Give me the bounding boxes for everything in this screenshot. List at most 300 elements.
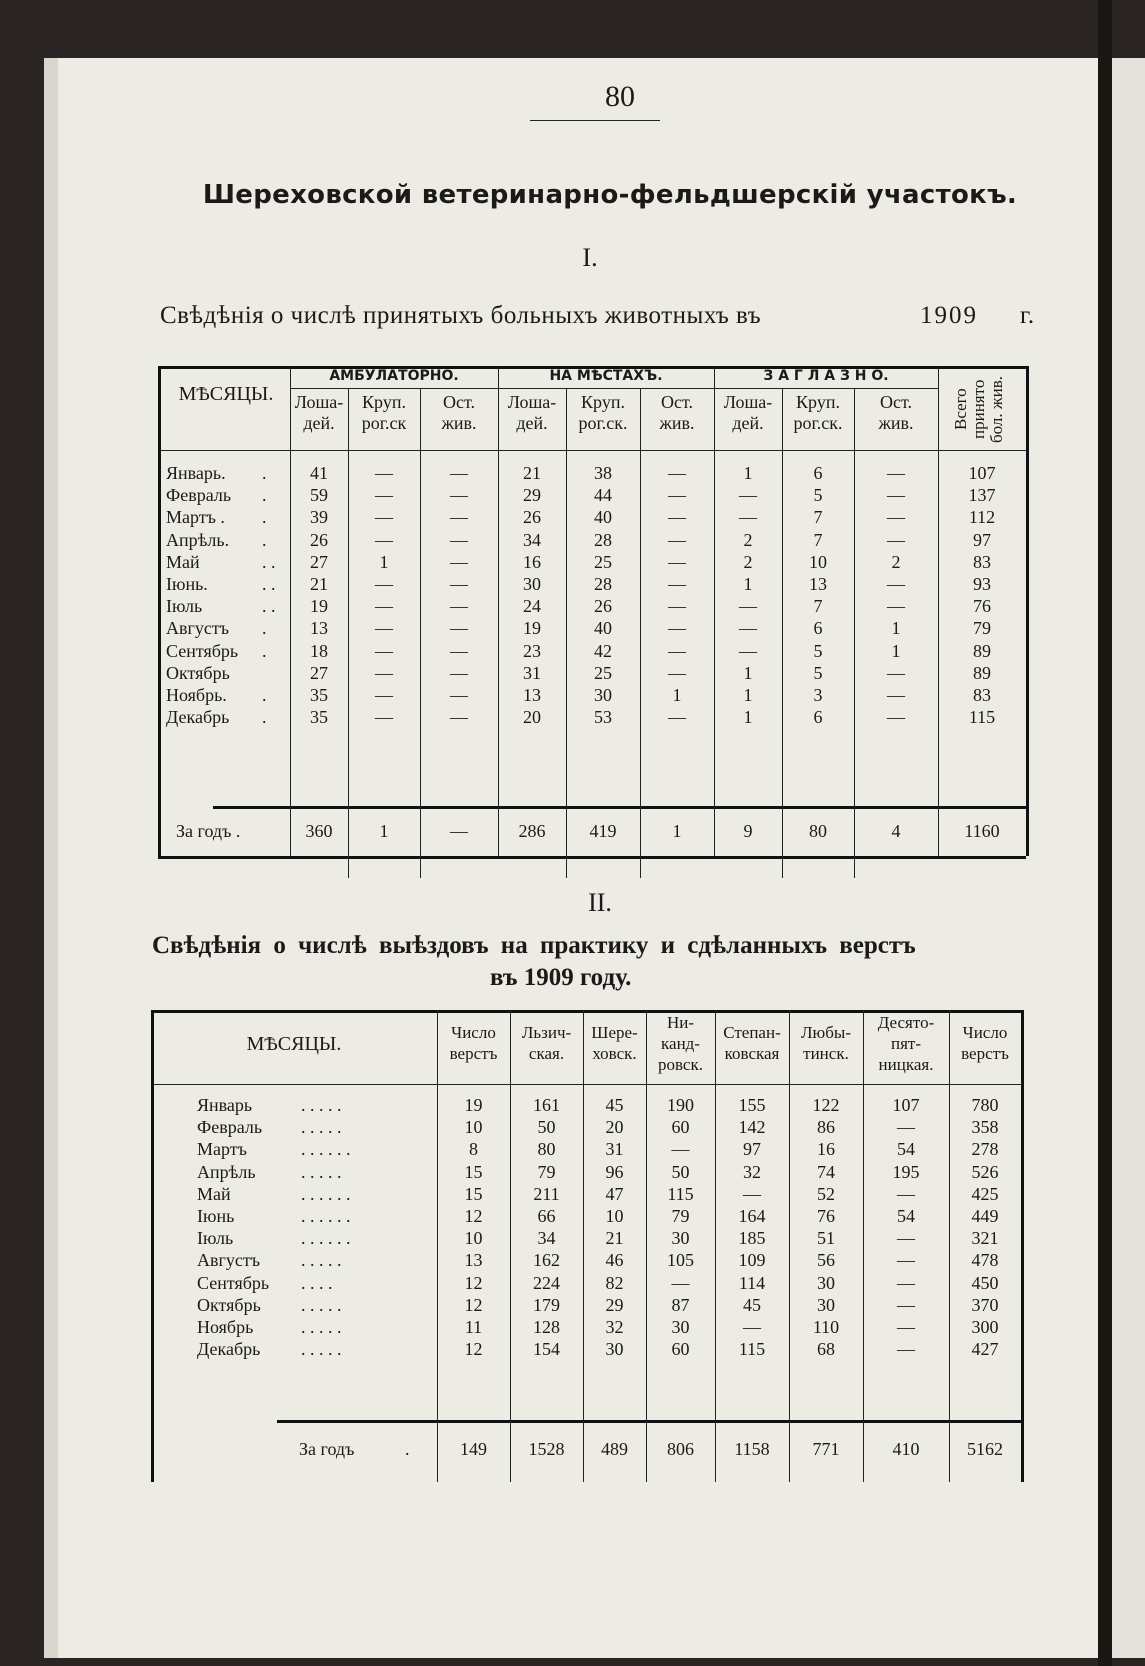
table-cell: 128 [533, 1317, 560, 1337]
total-cell: 9 [743, 821, 753, 841]
book-spine [1098, 0, 1112, 1666]
leader-dots: . . [262, 551, 276, 572]
table-cell: 45 [605, 1095, 624, 1115]
table-cell: 56 [817, 1250, 835, 1271]
table-rule [1021, 1010, 1024, 1482]
table-cell: — [671, 1272, 690, 1293]
month-label: Апрѣль [197, 1161, 256, 1182]
table-cell: — [897, 1183, 915, 1204]
leader-dots: . . [262, 596, 276, 617]
total-header: Всего принято бол. жив. [951, 375, 1006, 443]
table-cell: — [375, 463, 393, 483]
table-cell: 300 [971, 1317, 999, 1337]
table-cell: 20 [605, 1117, 624, 1138]
table-cell: 112 [968, 507, 996, 528]
table-cell: — [450, 640, 468, 661]
table-cell: 370 [971, 1294, 999, 1315]
table-cell: 39 [310, 507, 328, 528]
table-cell: — [450, 574, 468, 594]
column-header: Степан- ковская [723, 1023, 781, 1063]
column-header: Круп. рог.ск [361, 392, 407, 433]
table-cell: 5 [813, 662, 823, 683]
table-cell: 86 [817, 1117, 835, 1138]
total-cell: 360 [305, 821, 333, 841]
table-cell: 122 [812, 1095, 840, 1115]
table-cell: — [897, 1317, 915, 1337]
total-cell: 806 [667, 1439, 694, 1459]
table-rule [1026, 366, 1029, 856]
table-cell: 79 [671, 1206, 690, 1226]
table-cell: 50 [537, 1117, 556, 1138]
table-cell: — [668, 463, 686, 483]
table-cell: 12 [464, 1206, 483, 1226]
table-cell: 30 [671, 1317, 690, 1337]
table-cell: 137 [968, 485, 996, 506]
table-cell: — [375, 507, 393, 528]
table-cell: 52 [817, 1183, 835, 1204]
month-label: Февраль [166, 485, 232, 506]
month-header: МѢСЯЦЫ. [178, 383, 274, 405]
table-cell: 10 [809, 551, 827, 572]
table-cell: — [897, 1250, 915, 1271]
table-cell: 96 [605, 1161, 624, 1182]
table-cell: 450 [971, 1272, 999, 1293]
table-cell: 16 [817, 1139, 835, 1160]
table-cell: 74 [817, 1161, 835, 1182]
table-cell: — [375, 596, 393, 617]
month-label: Октябрь [166, 662, 230, 683]
table-cell: — [887, 529, 905, 550]
leader-dots: . . . . . [301, 1339, 342, 1360]
table-cell: 60 [671, 1339, 690, 1360]
table-cell: 12 [464, 1339, 483, 1360]
leader-dots: . [262, 463, 267, 483]
section-1-heading-text: Свѣдѣнія о числѣ принятыхъ больныхъ животныхъ въ [160, 302, 762, 329]
leader-dots: . . . . . . [301, 1206, 351, 1226]
table-cell: — [897, 1228, 915, 1249]
leader-dots: . . . . . [301, 1161, 342, 1182]
table-cell: 10 [605, 1206, 624, 1226]
table-cell: 5 [813, 485, 823, 506]
table-cell: 27 [310, 662, 328, 683]
table-cell: 7 [813, 507, 823, 528]
table-cell: 164 [738, 1206, 766, 1226]
table-cell: — [668, 529, 686, 550]
table-cell: 97 [973, 529, 991, 550]
table-cell: — [887, 463, 905, 483]
table-cell: — [375, 685, 393, 705]
table-cell: 30 [817, 1294, 835, 1315]
table-cell: — [450, 507, 468, 528]
table-cell: 68 [817, 1339, 835, 1360]
table-cell: — [375, 618, 393, 639]
table-cell: 425 [971, 1183, 999, 1204]
table-cell: 105 [667, 1250, 694, 1271]
next-page-edge [1112, 58, 1145, 1658]
table-cell: 7 [813, 529, 823, 550]
total-cell: 80 [809, 821, 827, 841]
column-header: Льзич- ская. [521, 1023, 572, 1063]
column-header: Круп. рог.ск. [578, 392, 628, 433]
table-cell: 66 [537, 1206, 556, 1226]
table-cell: 154 [533, 1339, 560, 1360]
month-label: Май [166, 551, 200, 572]
table-cell: 195 [892, 1161, 920, 1182]
column-header: Круп. рог.ск. [793, 392, 843, 433]
table-cell: 19 [464, 1095, 483, 1115]
table-cell: 23 [523, 640, 541, 661]
table-cell: — [668, 551, 686, 572]
table-cell: — [743, 1183, 761, 1204]
group-header: З А Г Л А З Н О. [763, 368, 889, 384]
leader-dots: . [262, 485, 267, 506]
table-cell: 41 [310, 463, 328, 483]
table-cell: 10 [464, 1228, 483, 1249]
table-cell: 47 [605, 1183, 624, 1204]
table-cell: — [450, 685, 468, 705]
month-label: Февраль [197, 1117, 263, 1138]
table-cell: 278 [971, 1139, 999, 1160]
total-cell: — [450, 821, 468, 841]
table-cell: 114 [738, 1272, 766, 1293]
table-cell: 11 [464, 1317, 483, 1337]
table-cell: 35 [310, 707, 328, 728]
table-cell: 16 [523, 551, 541, 572]
table-cell: — [450, 529, 468, 550]
month-label: Іюль [197, 1228, 234, 1249]
table-cell: 89 [973, 662, 991, 683]
table-cell: — [897, 1117, 915, 1138]
table-cell: 30 [671, 1228, 690, 1249]
table-cell: — [887, 574, 905, 594]
table-cell: — [668, 596, 686, 617]
table-cell: — [450, 551, 468, 572]
leader-dots: . [262, 529, 267, 550]
table-cell: — [897, 1294, 915, 1315]
column-header: Лоша- дей. [723, 392, 773, 433]
table-cell: — [375, 485, 393, 506]
table-cell: 89 [973, 640, 991, 661]
section-2-heading-line2: въ 1909 году. [490, 964, 632, 991]
table-rule [151, 1084, 1021, 1085]
table-cell: 13 [310, 618, 328, 639]
total-cell: 5162 [967, 1439, 1003, 1459]
total-cell: 286 [518, 821, 546, 841]
column-header: Ост. жив. [659, 392, 695, 433]
table-cell: 54 [897, 1206, 915, 1226]
table-cell: 28 [594, 529, 612, 550]
total-cell: 149 [460, 1439, 487, 1459]
table-cell: 59 [310, 485, 328, 506]
table-cell: 26 [310, 529, 328, 550]
table-cell: 97 [743, 1139, 761, 1160]
table-cell: — [375, 662, 393, 683]
table-cell: — [450, 662, 468, 683]
table-cell: 224 [533, 1272, 560, 1293]
month-label: Іюль [166, 596, 203, 617]
table-cell: 32 [605, 1317, 624, 1337]
table-cell: — [668, 640, 686, 661]
table-cell: 162 [533, 1250, 560, 1271]
leader-dots: . . . . . [301, 1095, 342, 1115]
leader-dots: . . . . . [301, 1317, 342, 1337]
month-label: Іюнь [197, 1206, 235, 1226]
table-cell: 1 [891, 618, 901, 639]
total-cell: 419 [589, 821, 617, 841]
table-rule [158, 856, 1026, 859]
table-cell: 107 [892, 1095, 920, 1115]
table-cell: 1 [743, 662, 753, 683]
table-cell: 27 [310, 551, 328, 572]
table-cell: 449 [971, 1206, 999, 1226]
table-cell: 83 [973, 551, 991, 572]
table-cell: 21 [523, 463, 541, 483]
table-cell: 1 [672, 685, 682, 705]
table-cell: 83 [973, 685, 991, 705]
table-cell: 1 [743, 707, 753, 728]
table-cell: 21 [605, 1228, 624, 1249]
table-cell: 110 [812, 1317, 840, 1337]
table-cell: 40 [594, 618, 612, 639]
month-label: Мартъ . [166, 507, 225, 528]
table-cell: 29 [523, 485, 541, 506]
table-cell: 7 [813, 596, 823, 617]
month-label: Ноябрь. [166, 685, 227, 705]
table-cell: — [450, 707, 468, 728]
total-cell: 1 [672, 821, 682, 841]
table-cell: — [897, 1272, 915, 1293]
table-cell: 115 [968, 707, 996, 728]
table-cell: — [375, 707, 393, 728]
total-dot: . [405, 1439, 410, 1459]
leader-dots: . . . . [301, 1272, 333, 1293]
table-cell: — [887, 707, 905, 728]
table-cell: 6 [813, 463, 823, 483]
table-cell: — [450, 485, 468, 506]
page-edge [44, 58, 58, 1658]
table-cell: 25 [594, 662, 612, 683]
month-header: МѢСЯЦЫ. [246, 1033, 342, 1055]
table-cell: 107 [968, 463, 996, 483]
total-cell: 1 [379, 821, 389, 841]
table-cell: 45 [743, 1294, 761, 1315]
table-cell: 21 [310, 574, 328, 594]
total-cell: 1160 [964, 821, 1000, 841]
month-label: Декабрь [166, 707, 230, 728]
table-cell: — [897, 1339, 915, 1360]
table-cell: 1 [743, 463, 753, 483]
table-cell: 179 [533, 1294, 560, 1315]
table-rule [290, 388, 938, 389]
total-label: За годъ [299, 1439, 355, 1459]
table-rule [277, 1420, 1021, 1423]
leader-dots: . [262, 618, 267, 639]
table-cell: 25 [594, 551, 612, 572]
column-header: Число верстъ [961, 1023, 1009, 1063]
leader-dots: . . . . . . [301, 1139, 351, 1160]
month-label: Августъ [166, 618, 230, 639]
table-cell: — [668, 662, 686, 683]
table-cell: 87 [671, 1294, 690, 1315]
month-label: Май [197, 1183, 231, 1204]
table-cell: — [743, 1317, 761, 1337]
column-header: Ост. жив. [441, 392, 477, 433]
total-cell: 4 [891, 821, 901, 841]
table-cell: 526 [971, 1161, 999, 1182]
leader-dots: . . . . . [301, 1294, 342, 1315]
month-label: Октябрь [197, 1294, 261, 1315]
leader-dots: . [262, 507, 267, 528]
table-cell: 34 [523, 529, 541, 550]
table-cell: — [739, 618, 757, 639]
table-cell: 2 [743, 529, 753, 550]
table-cell: 3 [813, 685, 823, 705]
table-cell: 26 [594, 596, 612, 617]
table-cell: 30 [594, 685, 612, 705]
month-label: Апрѣль. [166, 529, 230, 550]
table-cell: — [668, 507, 686, 528]
leader-dots: . [262, 685, 267, 705]
month-label: Сентябрь [197, 1272, 270, 1293]
table-cell: 211 [533, 1183, 560, 1204]
table-cell: 53 [594, 707, 612, 728]
table-cell: 76 [973, 596, 991, 617]
group-header: АМБУЛАТОРНО. [329, 368, 459, 384]
table-cell: 1 [379, 551, 389, 572]
table-cell: — [375, 529, 393, 550]
table-cell: 46 [605, 1250, 624, 1271]
table-cell: — [739, 640, 757, 661]
table-cell: 115 [738, 1339, 766, 1360]
table-cell: — [668, 707, 686, 728]
table-cell: 1 [891, 640, 901, 661]
table-cell: — [887, 485, 905, 506]
table-cell: 19 [310, 596, 328, 617]
table-cell: 2 [891, 551, 901, 572]
table-cell: 79 [973, 618, 991, 639]
table-cell: 115 [667, 1183, 694, 1204]
table-cell: — [739, 485, 757, 506]
table-cell: 13 [464, 1250, 483, 1271]
table-cell: 80 [537, 1139, 556, 1160]
column-header: Лоша- дей. [507, 392, 557, 433]
table-cell: 13 [523, 685, 541, 705]
table-cell: 190 [667, 1095, 694, 1115]
table-cell: 13 [809, 574, 827, 594]
column-header: Лоша- дей. [294, 392, 344, 433]
leader-dots: . [262, 640, 267, 661]
month-label: Январь. [166, 463, 226, 483]
table-cell: 31 [605, 1139, 624, 1160]
leader-dots: . . . . . . [301, 1183, 351, 1204]
total-cell: 489 [601, 1439, 628, 1459]
table-cell: 50 [671, 1161, 690, 1182]
table-cell: 29 [605, 1294, 624, 1315]
table-cell: 79 [537, 1161, 556, 1182]
table-cell: — [450, 596, 468, 617]
group-header: НА МѢСТАХЪ. [549, 368, 663, 384]
table-cell: 15 [464, 1161, 483, 1182]
table-cell: 18 [310, 640, 328, 661]
table-cell: — [887, 596, 905, 617]
total-cell: 1158 [734, 1439, 770, 1459]
table-cell: 161 [533, 1095, 560, 1115]
total-label: За годъ . [176, 821, 241, 841]
table-cell: 42 [594, 640, 612, 661]
table-cell: — [668, 574, 686, 594]
table-cell: 93 [973, 574, 991, 594]
table-cell: 358 [971, 1117, 999, 1138]
section-1-year-suffix: г. [1020, 302, 1035, 329]
column-header: Ни- канд- ровск. [658, 1013, 703, 1074]
table-cell: 185 [738, 1228, 766, 1249]
table-cell: 30 [605, 1339, 624, 1360]
table-cell: — [375, 640, 393, 661]
table-cell: 142 [738, 1117, 766, 1138]
table-cell: 2 [743, 551, 753, 572]
section-1-year: 1909 [920, 302, 978, 329]
table-cell: 12 [464, 1294, 483, 1315]
table-cell: 31 [523, 662, 541, 683]
total-cell: 771 [812, 1439, 840, 1459]
table-cell: 155 [738, 1095, 766, 1115]
section-2-number: II. [588, 888, 612, 917]
table-cell: 321 [971, 1228, 999, 1249]
table-cell: 35 [310, 685, 328, 705]
table-cell: 32 [743, 1161, 761, 1182]
table-cell: 19 [523, 618, 541, 639]
table-cell: 780 [971, 1095, 999, 1115]
column-header: Ост. жив. [878, 392, 914, 433]
leader-dots: . . . . . [301, 1250, 342, 1271]
column-header: Десято- пят- ницкая. [877, 1013, 935, 1074]
table-rule [158, 366, 161, 856]
table-cell: 6 [813, 707, 823, 728]
section-2-heading-line1: Свѣдѣнія о числѣ выѣздовъ на практику и сдѣланныхъ верстъ [152, 932, 916, 959]
month-label: Іюнь. [166, 574, 208, 594]
table-cell: 40 [594, 507, 612, 528]
table-cell: 5 [813, 640, 823, 661]
table-cell: 15 [464, 1183, 483, 1204]
page-number-rule [530, 120, 660, 121]
table-cell: 30 [523, 574, 541, 594]
month-label: Августъ [197, 1250, 261, 1271]
table-cell: — [450, 463, 468, 483]
table-rule [158, 450, 1026, 451]
table-cell: — [671, 1139, 690, 1160]
table-cell: — [739, 596, 757, 617]
table-cell: — [887, 507, 905, 528]
table-cell: — [887, 662, 905, 683]
table-cell: — [739, 507, 757, 528]
table-rule [213, 806, 1026, 809]
table-cell: 6 [813, 618, 823, 639]
column-header: Число верстъ [449, 1023, 498, 1063]
table-cell: — [450, 618, 468, 639]
section-1-number: I. [582, 243, 598, 272]
table-cell: 76 [817, 1206, 835, 1226]
table-cell: — [375, 574, 393, 594]
table-cell: 28 [594, 574, 612, 594]
month-label: Сентябрь [166, 640, 239, 661]
column-header: Любы- тинск. [801, 1023, 851, 1063]
table-cell: 24 [523, 596, 541, 617]
total-cell: 1528 [528, 1439, 565, 1459]
table-cell: 54 [897, 1139, 915, 1160]
table-cell: 8 [469, 1139, 478, 1160]
column-header: Шере- ховск. [591, 1023, 638, 1063]
month-label: Мартъ [197, 1139, 247, 1160]
